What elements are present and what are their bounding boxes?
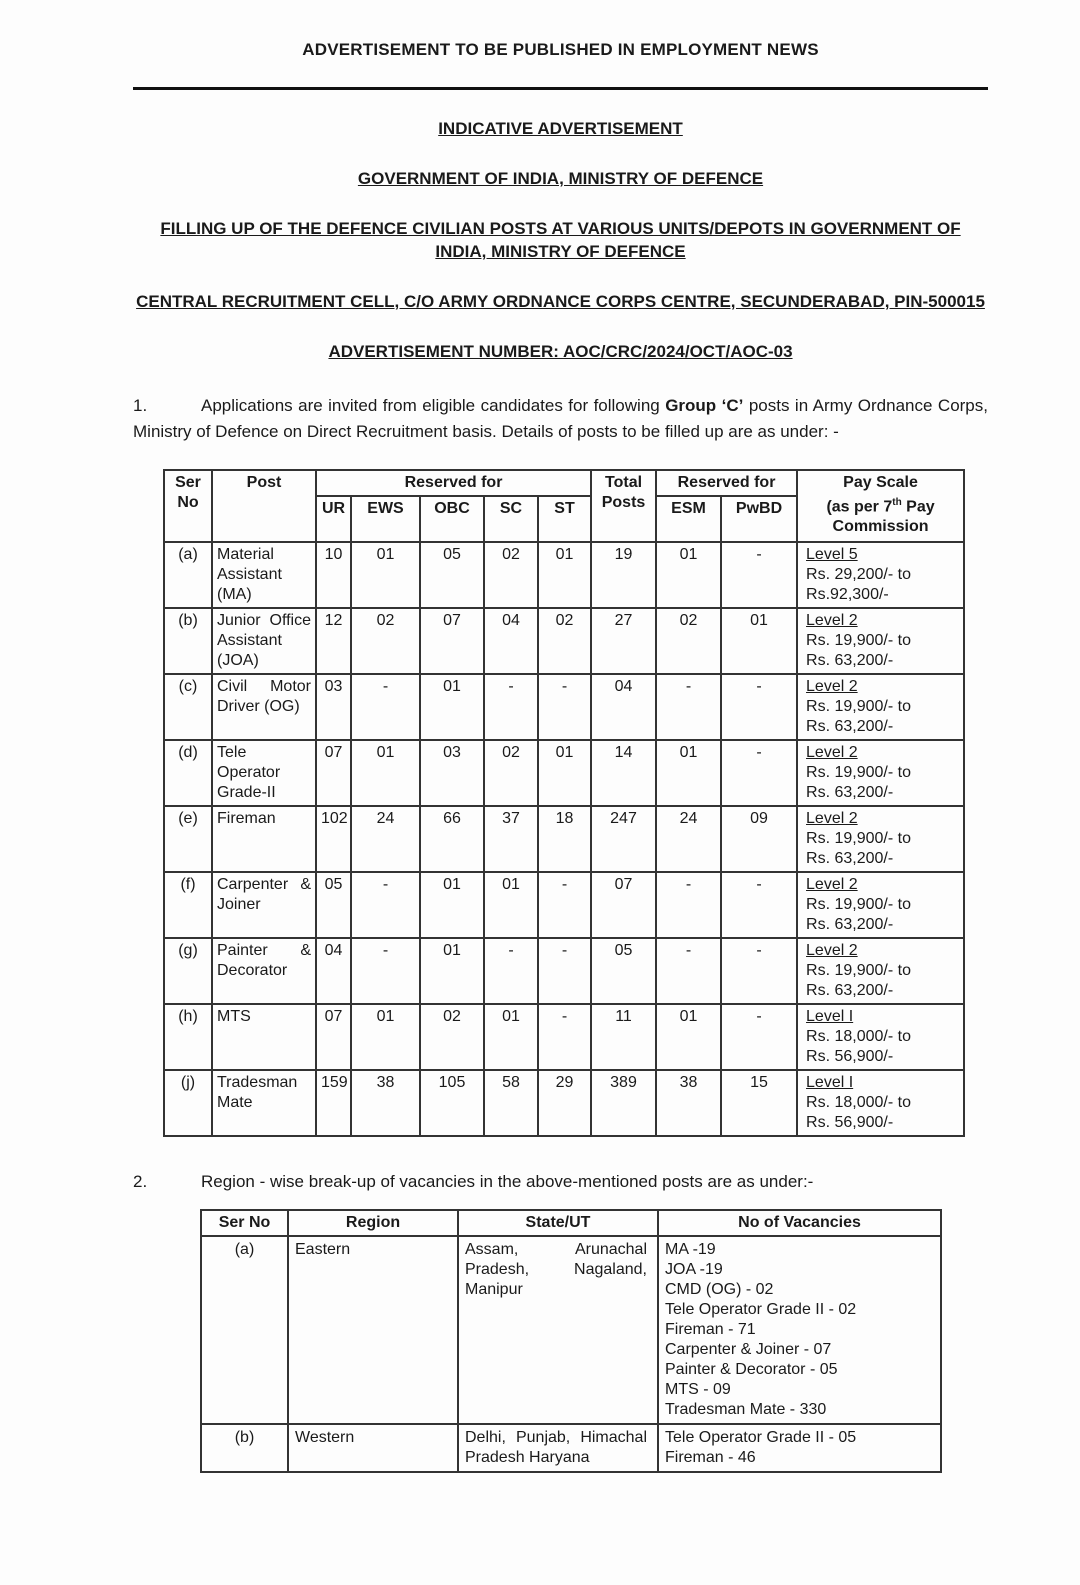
vacancy-line: Carpenter & Joiner - 07 <box>665 1341 832 1358</box>
total-cell: 19 <box>591 542 656 608</box>
region-table <box>200 1209 942 1473</box>
region-cell: Western <box>288 1424 458 1472</box>
posts-table-row <box>164 1070 964 1136</box>
heading-central-recruitment-cell: CENTRAL RECRUITMENT CELL, C/O ARMY ORDNANCE CORPS CENTRE, SECUNDERABAD, PIN-500015 <box>136 292 985 311</box>
st-cell: - <box>538 674 591 740</box>
esm-cell: 01 <box>656 740 721 806</box>
vacancy-line: Tele Operator Grade II - 02 <box>665 1301 857 1318</box>
pay-line: Rs. 18,000/- to <box>806 1094 911 1111</box>
pwbd-cell: - <box>721 542 797 608</box>
ews-cell: 01 <box>351 1004 420 1070</box>
st-cell: 18 <box>538 806 591 872</box>
post-cell: MTS <box>212 1004 316 1070</box>
pay-scale-header-superscript: th <box>892 497 902 508</box>
pay-line: Rs. 19,900/- to <box>806 698 911 715</box>
total-cell: 14 <box>591 740 656 806</box>
col-header-esm: ESM <box>656 496 721 542</box>
posts-table-row <box>164 1004 964 1070</box>
col-header-no-of-vacancies: No of Vacancies <box>658 1210 941 1236</box>
pwbd-cell: 15 <box>721 1070 797 1136</box>
col-header-pwbd: PwBD <box>721 496 797 542</box>
col-header-reserved-for: Reserved for <box>316 470 591 496</box>
heading-filling-up-posts: FILLING UP OF THE DEFENCE CIVILIAN POSTS AT VARIOUS UNITS/DEPOTS IN GOVERNMENT OF INDIA, MINISTRY OF DEFENCE <box>160 219 961 261</box>
paragraph-1-number: 1. <box>133 396 148 415</box>
heading-government-of-india: GOVERNMENT OF INDIA, MINISTRY OF DEFENCE <box>357 169 764 188</box>
pay-line: Rs.92,300/- <box>806 586 889 603</box>
posts-table-row <box>164 542 964 608</box>
region-table-row <box>201 1236 941 1424</box>
total-cell: 07 <box>591 872 656 938</box>
ews-cell: 38 <box>351 1070 420 1136</box>
pay-line: Rs. 18,000/- to <box>806 1028 911 1045</box>
vacancy-line: MTS - 09 <box>665 1381 731 1398</box>
ser-no-cell: (j) <box>164 1070 212 1136</box>
pay-scale-cell <box>797 938 964 1004</box>
ur-cell: 05 <box>316 872 351 938</box>
esm-cell: - <box>656 674 721 740</box>
ews-cell: - <box>351 872 420 938</box>
ur-cell: 07 <box>316 740 351 806</box>
ser-no-cell: (f) <box>164 872 212 938</box>
total-cell: 389 <box>591 1070 656 1136</box>
ur-cell: 03 <box>316 674 351 740</box>
obc-cell: 05 <box>420 542 484 608</box>
pwbd-cell: - <box>721 1004 797 1070</box>
col-header-obc: OBC <box>420 496 484 542</box>
pay-line: Rs. 63,200/- <box>806 718 894 735</box>
pay-line: Rs. 29,200/- to <box>806 566 911 583</box>
posts-table-row <box>164 872 964 938</box>
sc-cell: 02 <box>484 542 538 608</box>
pay-level: Level I <box>806 1074 854 1091</box>
paragraph-1-text: Applications are invited from eligible candidates for following <box>201 396 666 415</box>
paragraph-1 <box>133 393 988 445</box>
pay-level: Level 5 <box>806 546 858 563</box>
pwbd-cell: - <box>721 674 797 740</box>
ews-cell: 01 <box>351 740 420 806</box>
pay-line: Rs. 63,200/- <box>806 850 894 867</box>
pay-line: Rs. 19,900/- to <box>806 632 911 649</box>
vacancy-line: Fireman - 71 <box>665 1321 756 1338</box>
total-cell: 11 <box>591 1004 656 1070</box>
ser-no-cell: (d) <box>164 740 212 806</box>
col-header-ur: UR <box>316 496 351 542</box>
vacancy-line: CMD (OG) - 02 <box>665 1281 774 1298</box>
vacancy-line: JOA -19 <box>665 1261 723 1278</box>
esm-cell: 01 <box>656 542 721 608</box>
sc-cell: - <box>484 938 538 1004</box>
state-ut-cell: Delhi, Punjab, Himachal Pradesh Haryana <box>458 1424 658 1472</box>
pay-scale-cell <box>797 608 964 674</box>
region-table-header-row <box>201 1210 941 1236</box>
pwbd-cell: - <box>721 740 797 806</box>
paragraph-2-text: Region - wise break-up of vacancies in the above-mentioned posts are as under:- <box>201 1172 814 1191</box>
esm-cell: 02 <box>656 608 721 674</box>
posts-table <box>163 469 965 1137</box>
ur-cell: 12 <box>316 608 351 674</box>
pay-line: Rs. 56,900/- <box>806 1114 894 1131</box>
obc-cell: 02 <box>420 1004 484 1070</box>
ser-no-cell: (c) <box>164 674 212 740</box>
ur-cell: 102 <box>316 806 351 872</box>
posts-table-row <box>164 938 964 1004</box>
st-cell: 29 <box>538 1070 591 1136</box>
col-header-reserved-for-2: Reserved for <box>656 470 797 496</box>
esm-cell: 38 <box>656 1070 721 1136</box>
title-divider <box>133 87 988 90</box>
pwbd-cell: - <box>721 872 797 938</box>
pay-scale-cell <box>797 542 964 608</box>
esm-cell: 24 <box>656 806 721 872</box>
pwbd-cell: 01 <box>721 608 797 674</box>
st-cell: 02 <box>538 608 591 674</box>
sc-cell: - <box>484 674 538 740</box>
pay-line: Rs. 63,200/- <box>806 916 894 933</box>
ser-no-cell: (e) <box>164 806 212 872</box>
posts-table-row <box>164 608 964 674</box>
pay-scale-cell <box>797 872 964 938</box>
obc-cell: 01 <box>420 674 484 740</box>
obc-cell: 07 <box>420 608 484 674</box>
paragraph-2 <box>133 1169 988 1195</box>
post-cell: Painter & Decorator <box>212 938 316 1004</box>
pay-line: Rs. 19,900/- to <box>806 896 911 913</box>
total-cell: 04 <box>591 674 656 740</box>
sc-cell: 58 <box>484 1070 538 1136</box>
col-header-region: Region <box>288 1210 458 1236</box>
ser-no-cell: (b) <box>164 608 212 674</box>
post-cell: Material Assistant (MA) <box>212 542 316 608</box>
vacancy-line: MA -19 <box>665 1241 716 1258</box>
vacancy-line: Painter & Decorator - 05 <box>665 1361 838 1378</box>
pay-line: Rs. 63,200/- <box>806 784 894 801</box>
ews-cell: 24 <box>351 806 420 872</box>
post-cell: Junior Office Assistant (JOA) <box>212 608 316 674</box>
pay-level: Level 2 <box>806 810 858 827</box>
ser-no-cell: (b) <box>201 1424 288 1472</box>
paragraph-2-number: 2. <box>133 1172 148 1191</box>
pay-line: Rs. 19,900/- to <box>806 962 911 979</box>
vacancies-cell <box>658 1236 941 1424</box>
region-table-row <box>201 1424 941 1472</box>
obc-cell: 105 <box>420 1070 484 1136</box>
st-cell: - <box>538 872 591 938</box>
pay-line: Rs. 63,200/- <box>806 982 894 999</box>
total-cell: 27 <box>591 608 656 674</box>
pay-scale-cell <box>797 674 964 740</box>
paragraph-1-text-cont: posts in Army Ordnance Corps, Ministry of Defence on Direct Recruitment basis. Details of posts to be filled up are as under: - <box>133 396 988 441</box>
ews-cell: - <box>351 938 420 1004</box>
col-header-ser-no: Ser No <box>164 470 212 542</box>
obc-cell: 66 <box>420 806 484 872</box>
posts-table-row <box>164 740 964 806</box>
pay-level: Level 2 <box>806 744 858 761</box>
heading-advertisement-number: ADVERTISEMENT NUMBER: AOC/CRC/2024/OCT/AOC-03 <box>328 342 793 361</box>
pay-scale-cell <box>797 740 964 806</box>
pay-scale-header-line-1: Pay Scale <box>843 474 918 491</box>
total-cell: 247 <box>591 806 656 872</box>
col-header-total-posts: Total Posts <box>591 470 656 542</box>
post-cell: Tele Operator Grade-II <box>212 740 316 806</box>
esm-cell: - <box>656 938 721 1004</box>
pay-level: Level 2 <box>806 942 858 959</box>
posts-table-row <box>164 806 964 872</box>
esm-cell: 01 <box>656 1004 721 1070</box>
sc-cell: 37 <box>484 806 538 872</box>
col-header-st: ST <box>538 496 591 542</box>
ser-no-cell: (a) <box>201 1236 288 1424</box>
pay-level: Level 2 <box>806 876 858 893</box>
pay-level: Level 2 <box>806 612 858 629</box>
st-cell: - <box>538 1004 591 1070</box>
pay-level: Level 2 <box>806 678 858 695</box>
st-cell: - <box>538 938 591 1004</box>
obc-cell: 03 <box>420 740 484 806</box>
post-cell: Carpenter & Joiner <box>212 872 316 938</box>
pay-scale-header-line-2 <box>802 493 959 517</box>
ur-cell: 159 <box>316 1070 351 1136</box>
col-header-state-ut: State/UT <box>458 1210 658 1236</box>
post-cell: Tradesman Mate <box>212 1070 316 1136</box>
pay-level: Level I <box>806 1008 854 1025</box>
obc-cell: 01 <box>420 872 484 938</box>
pay-scale-header-line-3: Commission <box>832 518 929 536</box>
posts-table-header-row-1 <box>164 470 964 496</box>
heading-indicative-advertisement: INDICATIVE ADVERTISEMENT <box>438 119 683 138</box>
sc-cell: 01 <box>484 1004 538 1070</box>
pay-scale-cell <box>797 806 964 872</box>
region-cell: Eastern <box>288 1236 458 1424</box>
state-ut-cell: Assam, Arunachal Pradesh, Nagaland, Manipur <box>458 1236 658 1424</box>
sc-cell: 02 <box>484 740 538 806</box>
posts-table-row <box>164 674 964 740</box>
col-header-post: Post <box>212 470 316 542</box>
col-header-sc: SC <box>484 496 538 542</box>
ur-cell: 07 <box>316 1004 351 1070</box>
ser-no-cell: (h) <box>164 1004 212 1070</box>
post-cell: Civil Motor Driver (OG) <box>212 674 316 740</box>
ews-cell: 01 <box>351 542 420 608</box>
col-header-ser-no-2: Ser No <box>201 1210 288 1236</box>
pwbd-cell: 09 <box>721 806 797 872</box>
st-cell: 01 <box>538 740 591 806</box>
sc-cell: 04 <box>484 608 538 674</box>
vacancies-cell <box>658 1424 941 1472</box>
pay-line: Rs. 56,900/- <box>806 1048 894 1065</box>
pay-line: Rs. 19,900/- to <box>806 764 911 781</box>
ews-cell: 02 <box>351 608 420 674</box>
ser-no-cell: (g) <box>164 938 212 1004</box>
post-cell: Fireman <box>212 806 316 872</box>
sc-cell: 01 <box>484 872 538 938</box>
ur-cell: 04 <box>316 938 351 1004</box>
col-header-pay-scale <box>797 470 964 542</box>
pay-scale-header-line-2-post: Pay <box>901 498 935 516</box>
page-title: ADVERTISEMENT TO BE PUBLISHED IN EMPLOYMENT NEWS <box>302 40 819 59</box>
vacancy-line: Tradesman Mate - 330 <box>665 1401 827 1418</box>
pay-scale-cell <box>797 1004 964 1070</box>
obc-cell: 01 <box>420 938 484 1004</box>
esm-cell: - <box>656 872 721 938</box>
col-header-ews: EWS <box>351 496 420 542</box>
ur-cell: 10 <box>316 542 351 608</box>
vacancy-line: Fireman - 46 <box>665 1449 756 1466</box>
ser-no-cell: (a) <box>164 542 212 608</box>
vacancy-line: Tele Operator Grade II - 05 <box>665 1429 857 1446</box>
pay-scale-header-line-2-pre: (as per 7 <box>826 498 893 516</box>
paragraph-1-bold-group-c: Group ‘C’ <box>665 396 744 415</box>
pay-scale-cell <box>797 1070 964 1136</box>
pay-line: Rs. 19,900/- to <box>806 830 911 847</box>
pwbd-cell: - <box>721 938 797 1004</box>
total-cell: 05 <box>591 938 656 1004</box>
st-cell: 01 <box>538 542 591 608</box>
ews-cell: - <box>351 674 420 740</box>
pay-line: Rs. 63,200/- <box>806 652 894 669</box>
